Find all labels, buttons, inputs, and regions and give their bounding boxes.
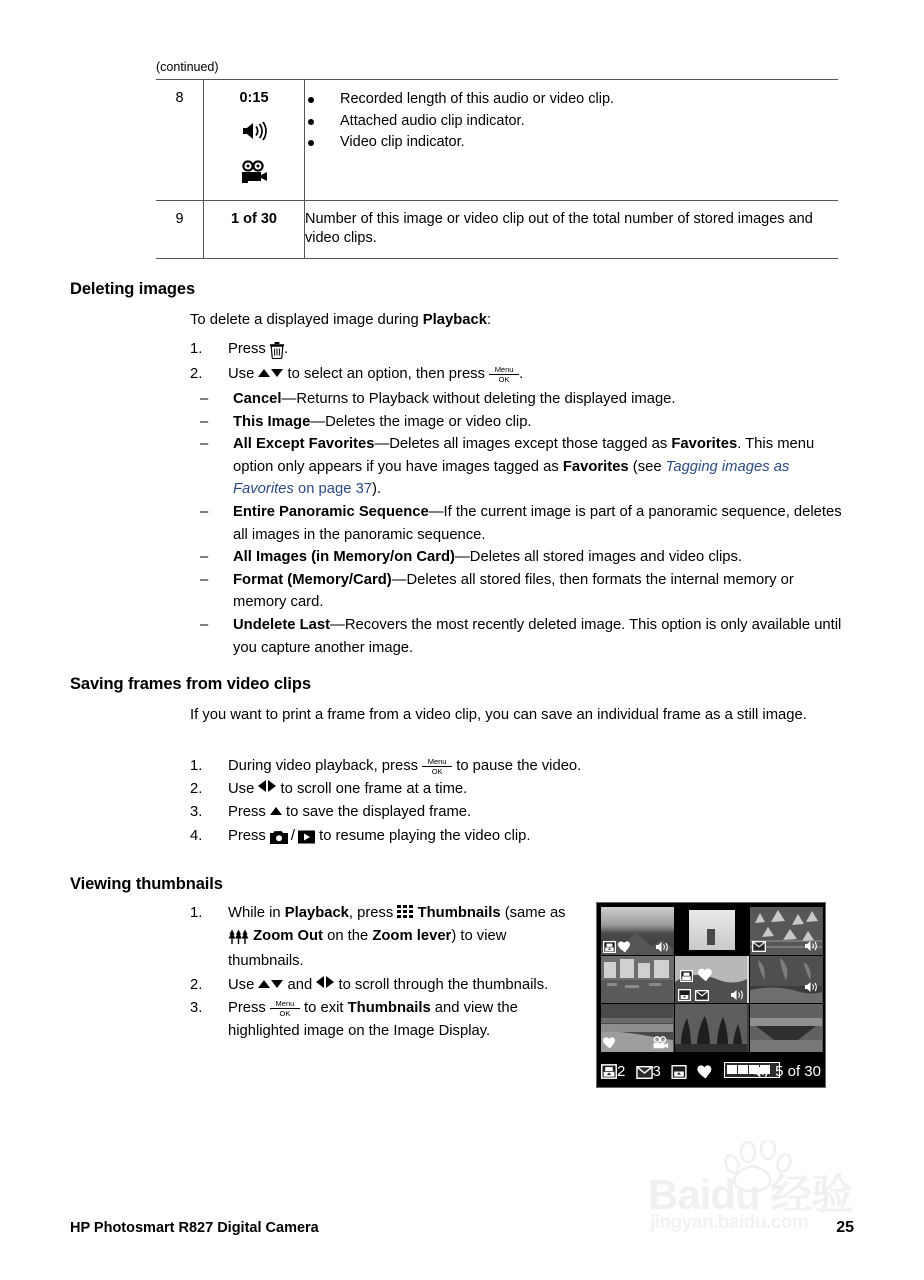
email-icon <box>695 990 709 1001</box>
option-desc-a: —Deletes all images except those tagged as <box>374 436 672 453</box>
step-number: 3. <box>190 804 203 821</box>
delete-options-list <box>190 388 850 659</box>
option-this-image <box>190 411 850 434</box>
list-item: Video clip indicator. <box>305 132 838 154</box>
row-value-icons <box>204 80 305 201</box>
step-text-1: Use <box>228 976 259 993</box>
favorites-bold-1: Favorites <box>671 436 738 453</box>
step-number: 3. <box>190 999 203 1016</box>
option-desc: —If the current image is part of a panoramic sequence, deletes all images in the panoramic sequence. <box>233 503 842 543</box>
table-row <box>156 201 838 259</box>
up-down-arrows-icon <box>258 977 283 993</box>
option-term: All Except Favorites <box>233 436 375 453</box>
step-text-end: . <box>283 341 289 357</box>
menu-ok-icon: Menu OK <box>489 366 519 384</box>
ordered-steps <box>190 755 850 850</box>
email-icon <box>636 1066 653 1079</box>
list-item <box>601 907 674 955</box>
step-text-end: . <box>519 366 524 383</box>
up-down-arrows-icon <box>258 366 283 382</box>
list-item: Recorded length of this audio or video clip. <box>305 89 838 111</box>
step-text-1: Press <box>228 999 270 1016</box>
saving-frames-intro: If you want to print a frame from a video clip, you can save an individual frame as a still image. <box>190 707 807 723</box>
option-all-images <box>190 546 850 569</box>
dash-marker: – <box>200 391 209 407</box>
option-undelete-last <box>190 614 850 659</box>
step-1 <box>190 755 850 778</box>
page-title-saving-frames: Saving frames from video clips <box>70 675 311 693</box>
share-icon <box>678 989 691 1001</box>
zoom-out-trees-icon <box>228 927 249 950</box>
print-icon <box>603 941 616 953</box>
step-number: 2. <box>190 781 203 798</box>
step-2 <box>190 974 585 997</box>
step-text: During video playback, press <box>228 758 423 774</box>
row-value: 1 of 30 <box>204 201 305 259</box>
row-number: 8 <box>156 80 204 201</box>
option-term: Entire Panoramic Sequence <box>233 503 429 520</box>
step-number: 1. <box>190 758 203 774</box>
dash-marker: – <box>200 616 209 633</box>
step-text: Use <box>228 366 259 383</box>
option-desc: —Returns to Playback without deleting the displayed image. <box>281 391 676 407</box>
step-text-2: , press <box>348 905 398 921</box>
clip-length-value: 0:15 <box>239 90 269 106</box>
step-number: 1. <box>190 341 203 357</box>
camera-icon <box>270 827 288 850</box>
footer-product-name: HP Photosmart R827 Digital Camera <box>70 1220 319 1236</box>
thumbnails-bold: Thumbnails <box>347 999 431 1016</box>
list-item <box>675 1004 748 1052</box>
step-4 <box>190 825 850 850</box>
zoom-out-bold: Zoom Out <box>253 928 323 945</box>
step-text-3: to scroll through the thumbnails. <box>334 976 549 993</box>
option-format <box>190 569 850 614</box>
left-right-arrows-icon <box>258 781 276 797</box>
heart-icon <box>618 941 632 953</box>
playback-bold: Playback <box>284 905 349 921</box>
row-number: 9 <box>156 201 204 259</box>
option-term: Format (Memory/Card) <box>233 571 392 588</box>
slash-separator: / <box>287 827 298 844</box>
speaker-icon <box>730 989 746 1001</box>
list-item <box>750 907 823 955</box>
option-entire-panoramic-sequence <box>190 501 850 546</box>
up-arrow-icon <box>270 807 282 815</box>
video-camera-icon <box>204 160 304 190</box>
cross-reference-link[interactable]: Tagging images as Favorites <box>233 458 790 498</box>
step-number: 4. <box>190 827 203 844</box>
step-text-end: to resume playing the video clip. <box>314 827 531 844</box>
step-2 <box>190 363 850 386</box>
watermark <box>648 1140 868 1240</box>
list-item <box>750 956 823 1004</box>
option-desc-c: (see <box>628 458 666 475</box>
speaker-icon <box>655 941 671 953</box>
step-text-3: and view the highlighted image on the Image Display. <box>228 999 518 1040</box>
option-term: All Images (in Memory/on Card) <box>233 549 455 566</box>
thumbnail-status-bar <box>597 1057 827 1087</box>
trash-icon <box>270 340 284 363</box>
dash-list <box>190 388 850 659</box>
print-icon <box>601 1064 617 1079</box>
step-1 <box>190 902 585 974</box>
step-text-1: While in <box>228 905 285 921</box>
page-title-deleting-images: Deleting images <box>70 280 196 298</box>
footer-page-number: 25 <box>836 1219 854 1236</box>
step-text: Press <box>228 827 270 844</box>
step-text-mid: to select an option, then press <box>283 366 490 383</box>
step-3 <box>190 801 850 824</box>
option-desc: —Recovers the most recently deleted image. This option is only available until you capture another image. <box>233 616 842 656</box>
step-number: 2. <box>190 366 203 383</box>
print-count: 2 <box>617 1063 626 1080</box>
step-text: Press <box>228 804 270 821</box>
step-1 <box>190 338 850 363</box>
option-term: Cancel <box>233 391 282 407</box>
speaker-icon <box>804 940 820 952</box>
step-3 <box>190 997 585 1043</box>
table-continued-label: (continued) <box>156 60 219 74</box>
option-desc-d: ). <box>372 481 382 498</box>
dash-marker: – <box>200 436 209 453</box>
list-item-selected[interactable] <box>675 956 748 1004</box>
list-item <box>750 1004 823 1052</box>
list-item: Attached audio clip indicator. <box>305 111 838 133</box>
print-icon <box>680 970 693 982</box>
option-desc: —Deletes all stored images and video clips. <box>455 549 743 566</box>
step-text-3: (same as <box>500 905 566 921</box>
email-count: 3 <box>652 1063 661 1080</box>
option-desc: —Deletes all stored files, then formats the internal memory or memory card. <box>233 571 794 611</box>
option-term: Undelete Last <box>233 616 331 633</box>
playback-icon <box>298 827 315 850</box>
ordered-steps <box>190 338 850 386</box>
step-text-5: ) to view thumbnails. <box>228 928 507 970</box>
page-title-viewing-thumbnails: Viewing thumbnails <box>70 875 223 893</box>
step-number: 2. <box>190 976 203 993</box>
option-desc-b: . This menu option only appears if you have images tagged as <box>233 436 815 475</box>
heart-icon <box>697 1065 714 1079</box>
step-number: 1. <box>190 905 203 921</box>
cross-reference-page[interactable]: on page 37 <box>293 481 373 498</box>
image-position: 5 of 30 <box>775 1063 821 1080</box>
thumbnail-grid <box>601 907 823 1052</box>
option-cancel <box>190 388 850 411</box>
list-item <box>675 907 748 955</box>
step-text-end: to scroll one frame at a time. <box>276 781 468 798</box>
heart-icon <box>698 968 714 982</box>
dash-marker: – <box>200 413 209 430</box>
spec-table <box>156 79 838 259</box>
ordered-steps <box>190 902 585 1043</box>
video-camera-icon <box>651 1036 670 1050</box>
dash-marker: – <box>200 571 209 588</box>
watermark-url: jingyan.baidu.com <box>650 1212 809 1233</box>
step-text: Use <box>228 781 259 798</box>
row-icon-stack <box>204 119 304 190</box>
row-description: Number of this image or video clip out of the total number of stored images and video clips. <box>305 201 839 259</box>
saving-frames-steps <box>190 755 850 850</box>
watermark-brand: Baidu 经验 <box>648 1171 853 1218</box>
speaker-icon <box>804 981 820 993</box>
dash-marker: – <box>200 503 209 520</box>
speaker-icon <box>204 119 304 149</box>
bullet-list <box>305 89 838 154</box>
menu-ok-icon: Menu OK <box>270 1000 300 1018</box>
zoom-lever-bold: Zoom lever <box>372 928 452 945</box>
heart-icon <box>603 1037 617 1049</box>
option-desc: —Deletes the image or video clip. <box>310 413 532 430</box>
thumbnail-screen-illustration <box>596 902 826 1088</box>
thumbnails-bold: Thumbnails <box>417 905 501 921</box>
table-row <box>156 80 838 201</box>
step-text-2: to exit <box>299 999 348 1016</box>
step-text-end: to save the displayed frame. <box>281 804 472 821</box>
step-2 <box>190 778 850 801</box>
viewing-thumbnails-steps <box>190 902 585 1043</box>
step-text-4: on the <box>322 928 373 945</box>
step-text-2: and <box>283 976 317 993</box>
dash-marker: – <box>200 549 209 566</box>
deleting-images-steps <box>190 338 850 386</box>
intro-text-c: : <box>486 312 492 328</box>
deleting-images-intro <box>190 309 840 332</box>
share-icon <box>671 1065 687 1079</box>
left-right-arrows-icon <box>316 977 334 993</box>
menu-ok-icon: Menu OK <box>422 758 452 776</box>
step-text-end: to pause the video. <box>452 758 582 774</box>
option-all-except-favorites <box>190 433 850 501</box>
list-item <box>601 1004 674 1052</box>
row-description <box>305 80 839 201</box>
option-term: This Image <box>233 413 311 430</box>
favorites-bold-2: Favorites <box>562 458 629 475</box>
list-item <box>601 956 674 1004</box>
intro-text-a: To delete a displayed image during <box>190 312 423 328</box>
step-text: Press <box>228 341 270 357</box>
email-icon <box>752 941 766 952</box>
speaker-icon <box>753 1065 771 1079</box>
thumbnails-grid-icon <box>397 905 413 919</box>
status-right-group <box>753 1057 821 1087</box>
playback-bold: Playback <box>422 312 487 328</box>
